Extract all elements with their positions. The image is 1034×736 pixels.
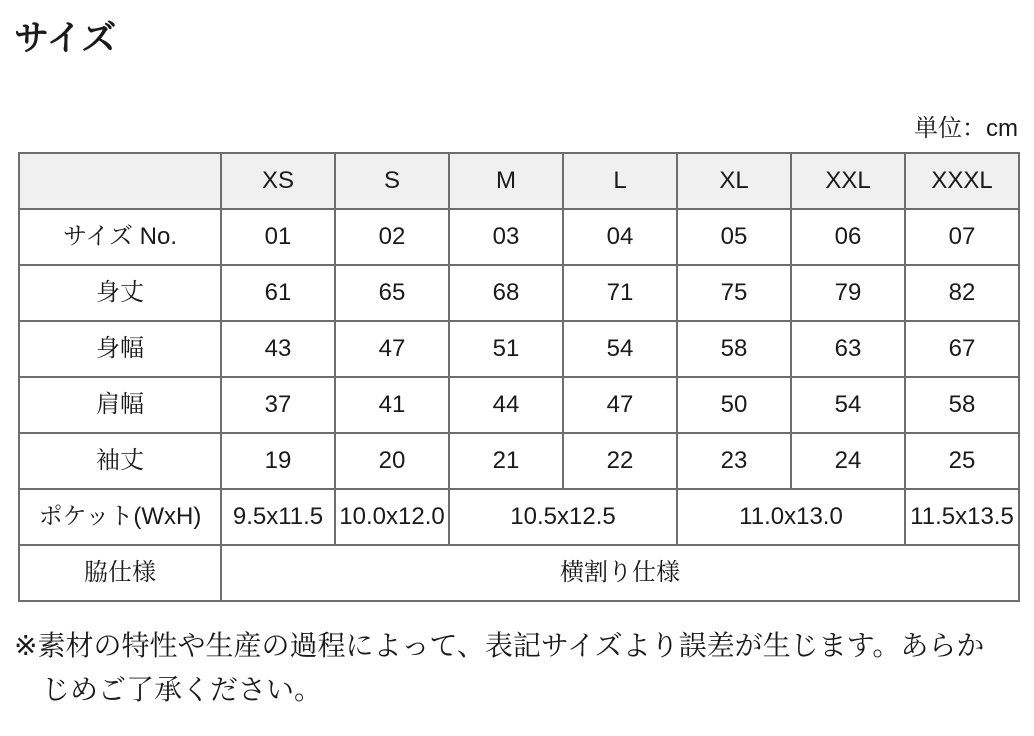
row-label: 身丈 bbox=[19, 265, 221, 321]
header-row bbox=[19, 153, 1019, 209]
size-cell: 24 bbox=[791, 433, 905, 489]
size-table-area bbox=[18, 116, 1018, 602]
size-cell: 82 bbox=[905, 265, 1019, 321]
size-table bbox=[18, 152, 1020, 602]
page-title: サイズ bbox=[14, 19, 117, 58]
table-row-size-no bbox=[19, 209, 1019, 265]
row-label: 肩幅 bbox=[19, 377, 221, 433]
row-label: ポケット(WxH) bbox=[19, 489, 221, 545]
column-header-xs: XS bbox=[221, 153, 335, 209]
column-header-xl: XL bbox=[677, 153, 791, 209]
size-cell: 63 bbox=[791, 321, 905, 377]
table-row-side-spec bbox=[19, 545, 1019, 601]
table-row-body-length bbox=[19, 265, 1019, 321]
size-cell: 54 bbox=[791, 377, 905, 433]
unit-label: 単位：cm bbox=[914, 115, 1018, 142]
size-cell: 23 bbox=[677, 433, 791, 489]
size-cell: 67 bbox=[905, 321, 1019, 377]
size-cell: 75 bbox=[677, 265, 791, 321]
size-cell: 07 bbox=[905, 209, 1019, 265]
size-cell: 50 bbox=[677, 377, 791, 433]
size-cell: 51 bbox=[449, 321, 563, 377]
size-cell-merged: 10.5x12.5 bbox=[449, 489, 677, 545]
table-row-pocket bbox=[19, 489, 1019, 545]
size-cell: 21 bbox=[449, 433, 563, 489]
size-cell: 65 bbox=[335, 265, 449, 321]
size-cell: 44 bbox=[449, 377, 563, 433]
size-cell: 19 bbox=[221, 433, 335, 489]
row-label: サイズ No. bbox=[19, 209, 221, 265]
size-cell: 41 bbox=[335, 377, 449, 433]
column-header-l: L bbox=[563, 153, 677, 209]
size-cell-merged: 11.0x13.0 bbox=[677, 489, 905, 545]
size-cell: 20 bbox=[335, 433, 449, 489]
size-cell: 71 bbox=[563, 265, 677, 321]
row-label: 身幅 bbox=[19, 321, 221, 377]
row-label: 袖丈 bbox=[19, 433, 221, 489]
size-cell: 37 bbox=[221, 377, 335, 433]
size-cell: 47 bbox=[335, 321, 449, 377]
size-cell: 58 bbox=[905, 377, 1019, 433]
table-row-sleeve-length bbox=[19, 433, 1019, 489]
size-cell-merged: 横割り仕様 bbox=[221, 545, 1019, 601]
size-cell: 47 bbox=[563, 377, 677, 433]
size-cell: 10.0x12.0 bbox=[335, 489, 449, 545]
row-label: 脇仕様 bbox=[19, 545, 221, 601]
size-cell: 79 bbox=[791, 265, 905, 321]
size-cell: 25 bbox=[905, 433, 1019, 489]
size-cell: 11.5x13.5 bbox=[905, 489, 1019, 545]
footnote: ※素材の特性や生産の過程によって、表記サイズより誤差が生じます。あらかじめご了承ください。 bbox=[14, 630, 985, 706]
size-cell: 68 bbox=[449, 265, 563, 321]
column-header-blank bbox=[19, 153, 221, 209]
size-cell: 54 bbox=[563, 321, 677, 377]
size-cell: 04 bbox=[563, 209, 677, 265]
size-cell: 22 bbox=[563, 433, 677, 489]
table-row-body-width bbox=[19, 321, 1019, 377]
size-cell: 43 bbox=[221, 321, 335, 377]
size-cell: 06 bbox=[791, 209, 905, 265]
table-row-shoulder-width bbox=[19, 377, 1019, 433]
column-header-m: M bbox=[449, 153, 563, 209]
size-cell: 9.5x11.5 bbox=[221, 489, 335, 545]
size-cell: 01 bbox=[221, 209, 335, 265]
size-cell: 61 bbox=[221, 265, 335, 321]
column-header-xxxl: XXXL bbox=[905, 153, 1019, 209]
size-cell: 02 bbox=[335, 209, 449, 265]
size-cell: 05 bbox=[677, 209, 791, 265]
size-cell: 58 bbox=[677, 321, 791, 377]
column-header-xxl: XXL bbox=[791, 153, 905, 209]
column-header-s: S bbox=[335, 153, 449, 209]
size-cell: 03 bbox=[449, 209, 563, 265]
